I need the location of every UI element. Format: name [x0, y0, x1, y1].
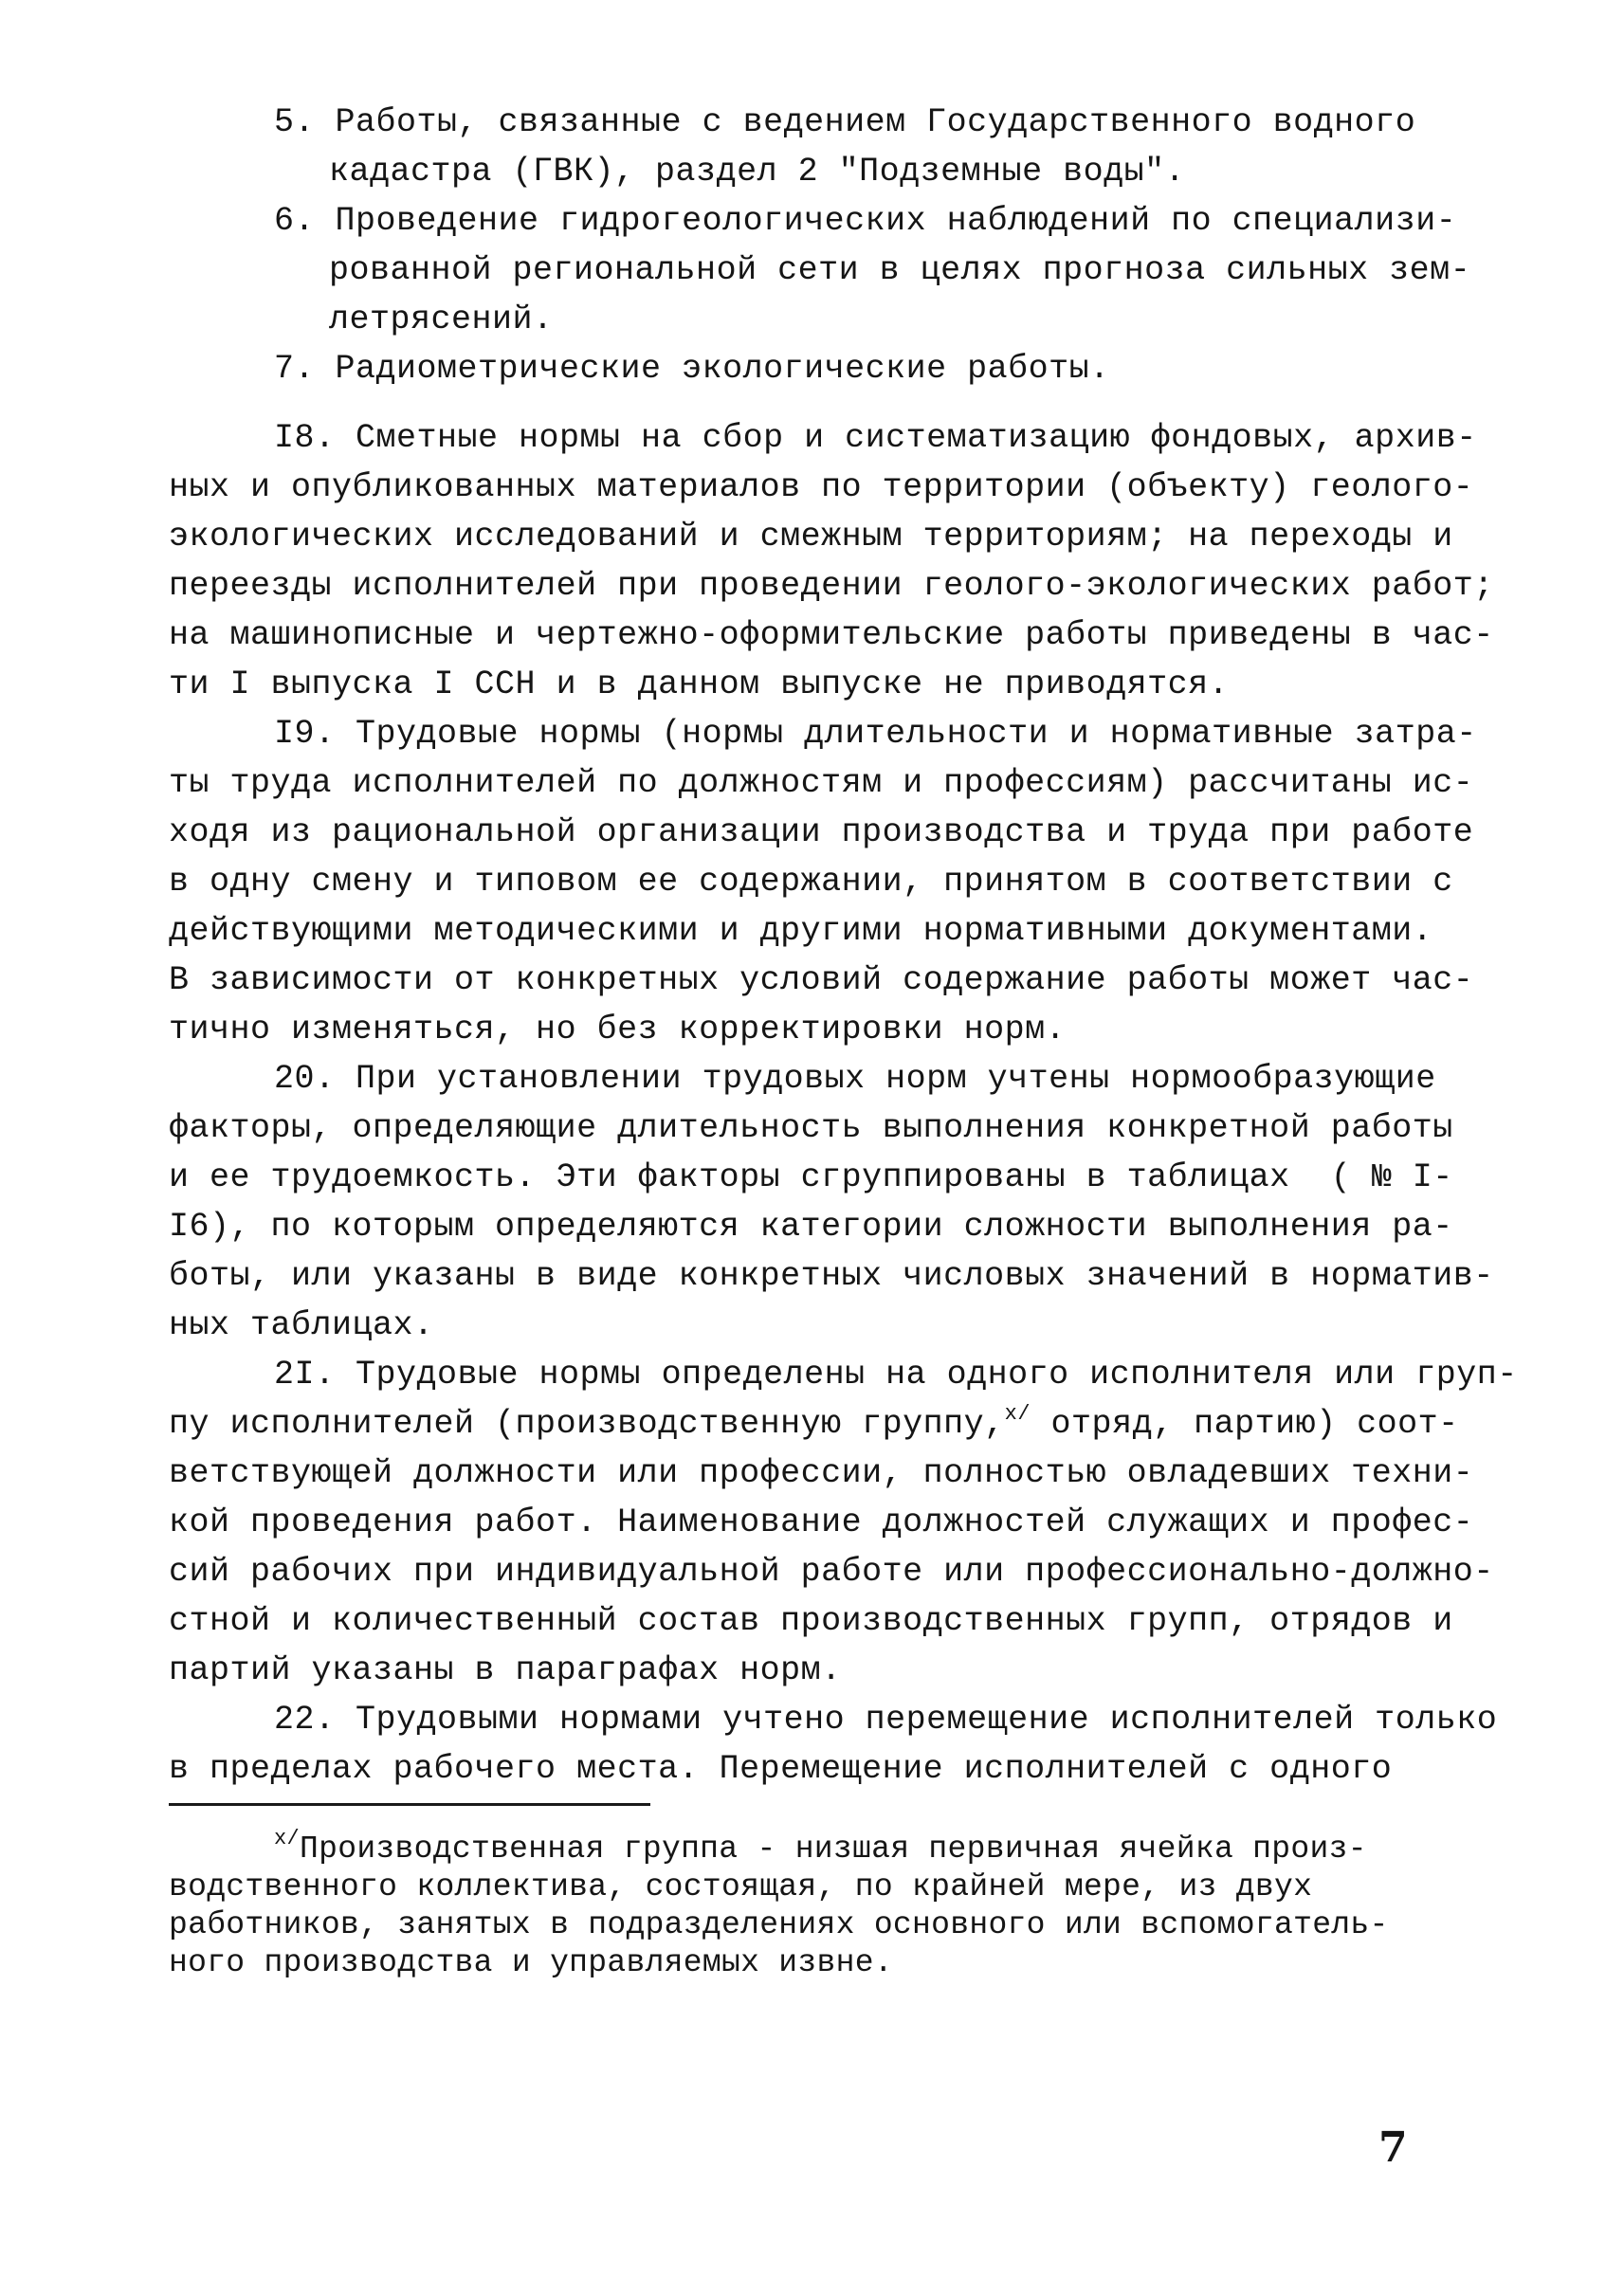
footnote-line-3: работников, занятых в подразделениях основного или вспомогатель-	[169, 1907, 1389, 1942]
p18-line-6: ти I выпуска I ССН и в данном выпуске не приводятся.	[169, 665, 1230, 703]
footnote-separator	[169, 1803, 650, 1806]
p21-line-7: партий указаны в параграфах норм.	[169, 1651, 842, 1689]
p18-line-5: на машинописные и чертежно-оформительские работы приведены в час-	[169, 616, 1494, 654]
item-6-line-2: рованной региональной сети в целях прогноза сильных зем-	[329, 251, 1471, 289]
p19-line-3: ходя из рациональной организации производства и труда при работе	[169, 813, 1474, 851]
p21-line-5: сий рабочих при индивидуальной работе или профессионально-должно-	[169, 1553, 1494, 1591]
p21-line-2-text-a: пу исполнителей (производственную группу,	[169, 1405, 1005, 1443]
p20-line-6: ных таблицах.	[169, 1306, 434, 1344]
p20-line-5: боты, или указаны в виде конкретных числовых значений в норматив-	[169, 1257, 1494, 1295]
p18-line-3: экологических исследований и смежным территориям; на переходы и	[169, 518, 1453, 556]
p18-line-2: ных и опубликованных материалов по территории (объекту) геолого-	[169, 468, 1474, 506]
p22-line-2: в пределах рабочего места. Перемещение исполнителей с одного	[169, 1750, 1393, 1788]
footnote-line-1	[274, 1827, 1367, 1868]
footnote-ref-mark: х/	[1004, 1402, 1031, 1426]
p21-line-1: 2I. Трудовые нормы определены на одного исполнителя или груп-	[274, 1356, 1518, 1394]
p22-line-1: 22. Трудовыми нормами учтено перемещение исполнителей только	[274, 1701, 1498, 1739]
p20-line-3: и ее трудоемкость. Эти факторы сгруппированы в таблицах ( № I-	[169, 1158, 1453, 1196]
item-5-line-1: 5. Работы, связанные с ведением Государственного водного	[274, 103, 1416, 141]
p19-line-6: В зависимости от конкретных условий содержание работы может час-	[169, 961, 1474, 999]
p19-line-2: ты труда исполнителей по должностям и профессиям) рассчитаны ис-	[169, 764, 1474, 802]
p21-line-3: ветствующей должности или профессии, полностью овладевших техни-	[169, 1454, 1474, 1492]
p21-line-2	[169, 1399, 1459, 1449]
p18-line-1: I8. Сметные нормы на сбор и систематизацию фондовых, архив-	[274, 419, 1477, 457]
p19-line-7: тично изменяться, но без корректировки норм.	[169, 1011, 1067, 1048]
p20-line-4: I6), по которым определяются категории сложности выполнения ра-	[169, 1208, 1453, 1246]
p18-line-4: переезды исполнителей при проведении геолого-экологических работ;	[169, 567, 1494, 605]
item-7-line-1: 7. Радиометрические экологические работы.	[274, 350, 1110, 388]
p21-line-6: стной и количественный состав производственных групп, отрядов и	[169, 1602, 1453, 1640]
footnote-mark: х/	[274, 1827, 301, 1850]
item-6-line-3: летрясений.	[329, 301, 554, 338]
p21-line-2-text-b: отряд, партию) соот-	[1031, 1405, 1459, 1443]
p19-line-1: I9. Трудовые нормы (нормы длительности и нормативные затра-	[274, 715, 1477, 753]
p19-line-5: действующими методическими и другими нормативными документами.	[169, 912, 1433, 950]
footnote-line-4: ного производства и управляемых извне.	[169, 1945, 893, 1980]
p20-line-1: 20. При установлении трудовых норм учтены нормообразующие	[274, 1060, 1436, 1098]
footnote-line-1-text: Производственная группа - низшая первичная ячейка произ-	[300, 1831, 1367, 1867]
p20-line-2: факторы, определяющие длительность выполнения конкретной работы	[169, 1109, 1453, 1147]
p19-line-4: в одну смену и типовом ее содержании, принятом в соответствии с	[169, 863, 1453, 901]
p21-line-4: кой проведения работ. Наименование должностей служащих и профес-	[169, 1503, 1474, 1541]
page-number: 7	[1378, 2123, 1408, 2172]
item-5-line-2: кадастра (ГВК), раздел 2 "Подземные воды".	[329, 153, 1186, 191]
item-6-line-1: 6. Проведение гидрогеологических наблюдений по специализи-	[274, 202, 1457, 240]
footnote-line-2: водственного коллектива, состоящая, по крайней мере, из двух	[169, 1869, 1313, 1904]
